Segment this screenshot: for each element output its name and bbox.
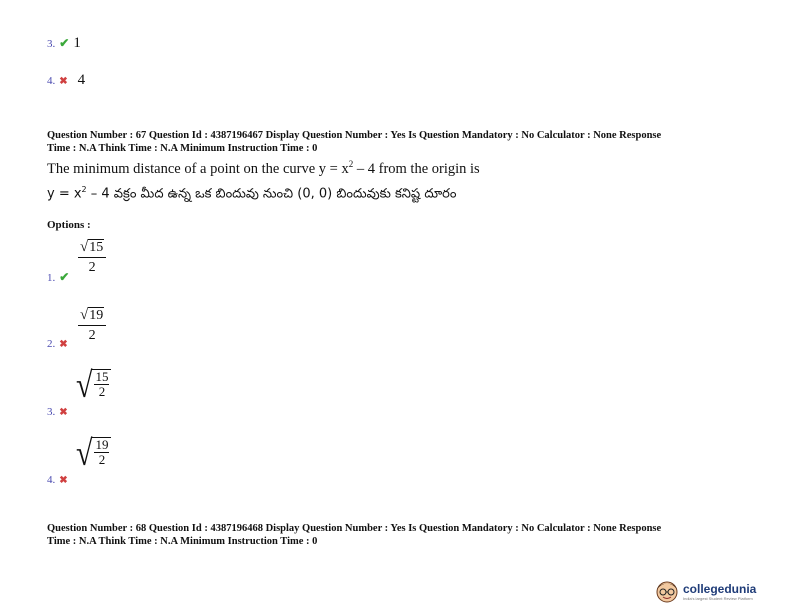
question-67-header	[47, 129, 767, 155]
options-label: Options :	[47, 219, 91, 231]
cross-icon: ✖	[59, 407, 68, 418]
question-text-telugu	[47, 185, 456, 204]
option-number: 1.	[47, 272, 56, 284]
option-number: 4.	[47, 75, 56, 87]
question-text-part: y = x	[47, 186, 82, 202]
check-icon: ✔	[59, 36, 70, 50]
header-line-1: Question Number : 67 Question Id : 4387196467 Display Question Number : Yes Is Question Mandatory : No Calculator : None Response	[47, 130, 662, 141]
header-line-2: Time : N.A Think Time : N.A Minimum Instruction Time : 0	[47, 143, 318, 154]
option-value: 4	[77, 72, 86, 88]
radicand-fraction	[92, 369, 111, 403]
prev-option-4	[47, 71, 85, 89]
sqrt-symbol: √	[76, 433, 93, 474]
denominator: 2	[88, 328, 96, 343]
question-text-part: The minimum distance of a point on the curve y = x	[47, 160, 349, 177]
header-line-2: Time : N.A Think Time : N.A Minimum Instruction Time : 0	[47, 536, 318, 547]
header-line-1: Question Number : 68 Question Id : 4387196468 Display Question Number : Yes Is Question Mandatory : No Calculator : None Response	[47, 523, 662, 534]
option-4-marker	[47, 470, 68, 488]
question-68-header	[47, 522, 767, 548]
option-number: 4.	[47, 474, 56, 486]
cross-icon: ✖	[59, 475, 68, 486]
collegedunia-logo	[654, 578, 756, 604]
prev-option-3	[47, 34, 81, 52]
question-text-part: – 4 వక్రం మీద ఉన్న ఒక బిందువు నుంచి (0, 0) బిందువుకు కనిష్ట దూరం	[86, 186, 457, 202]
numerator: 15	[95, 369, 109, 384]
radicand: 15	[89, 240, 104, 255]
option-value: 1	[73, 35, 81, 51]
numerator	[78, 239, 106, 258]
option-3-value	[76, 365, 111, 406]
option-number: 3.	[47, 406, 56, 418]
option-number: 2.	[47, 338, 56, 350]
sqrt-symbol: √	[76, 365, 93, 406]
mascot-icon	[654, 578, 680, 604]
sqrt-symbol: √	[80, 307, 89, 323]
check-icon: ✔	[59, 270, 70, 284]
question-text-part: – 4 from the origin is	[353, 160, 480, 177]
option-number: 3.	[47, 38, 56, 50]
option-2-marker	[47, 334, 68, 352]
logo-text: collegedunia	[683, 581, 757, 596]
option-3-marker	[47, 402, 68, 420]
exponent: 2	[348, 159, 354, 169]
logo-tagline: India's largest Student Review Platform	[683, 595, 753, 601]
option-1-marker	[47, 268, 69, 286]
radicand: 19	[89, 308, 104, 323]
option-4-value	[76, 433, 111, 474]
question-text-english	[47, 159, 480, 178]
radicand-fraction	[92, 437, 111, 471]
cross-icon: ✖	[59, 76, 68, 87]
option-1-value	[78, 239, 106, 276]
cross-icon: ✖	[59, 339, 68, 350]
numerator	[78, 307, 106, 326]
numerator: 19	[95, 437, 109, 452]
sqrt-symbol: √	[80, 239, 89, 255]
denominator: 2	[88, 260, 96, 275]
exponent: 2	[81, 185, 87, 194]
denominator: 2	[98, 452, 106, 467]
denominator: 2	[98, 384, 106, 399]
option-2-value	[78, 307, 106, 344]
